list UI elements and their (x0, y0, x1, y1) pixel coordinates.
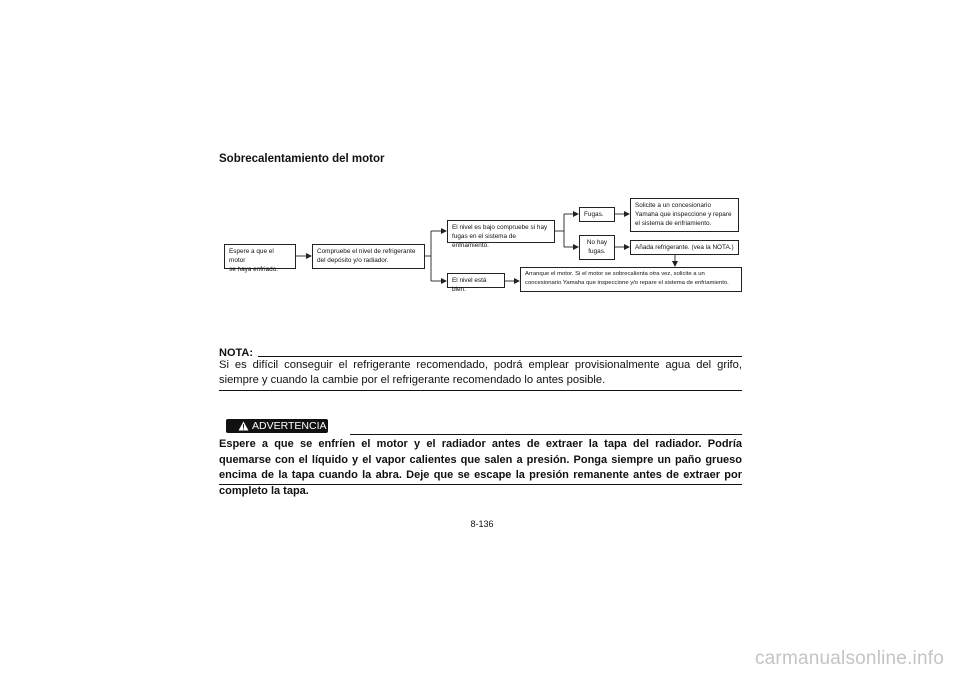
flow-box-restart: Arranque el motor. Si el motor se sobrecalienta otra vez, solicite a un concesionario Yamaha que inspeccione y/o repare el sistema de enfriamiento. (520, 267, 742, 292)
note-text: Si es difícil conseguir el refrigerante recomendado, podrá emplear provisionalmente agua del grifo, siempre y cuando la cambie por el refrigerante recomendado lo antes posible. (219, 359, 742, 386)
flow-box-dealer-repair: Solicite a un concesionario Yamaha que inspeccione y repare el sistema de enfriamiento. (630, 198, 739, 232)
warning-triangle-icon (238, 421, 249, 431)
watermark: carmanualsonline.info (754, 648, 944, 669)
flow-box-check: Compruebe el nivel de refrigerante del depósito y/o radiador. (312, 244, 425, 269)
note-end-rule (219, 390, 742, 391)
note-label: NOTA: (219, 347, 254, 359)
page-title: Sobrecalentamiento del motor (219, 153, 385, 165)
note-rule (258, 356, 742, 357)
flow-box-level-low: El nivel es bajo compruebe si hay fugas en el sistema de enfriamiento. (447, 220, 555, 243)
flow-box-leaks: Fugas. (579, 207, 615, 222)
flow-box-no-leaks: No hay fugas. (579, 235, 615, 260)
page-number: 8-136 (470, 519, 494, 529)
warning-text: Espere a que se enfríen el motor y el radiador antes de extraer la tapa del radiador. Podría quemarse con el líquido y el vapor calientes que salen a presión. Ponga siempre un paño grueso encima de la tapa cuando la abra. Deje que se escape la presión remanente antes de extraer por completo la tapa. (219, 438, 742, 497)
warning-badge (226, 419, 328, 433)
flow-box-wait: Espere a que el motor se haya enfriado. (224, 244, 296, 269)
warning-end-rule (219, 484, 742, 485)
flow-box-level-ok: El nivel está bien. (447, 273, 505, 288)
warning-rule (350, 434, 742, 435)
warning-label: ADVERTENCIA (252, 420, 327, 432)
flow-box-add-coolant: Añada refrigerante. (vea la NOTA.) (630, 240, 739, 255)
